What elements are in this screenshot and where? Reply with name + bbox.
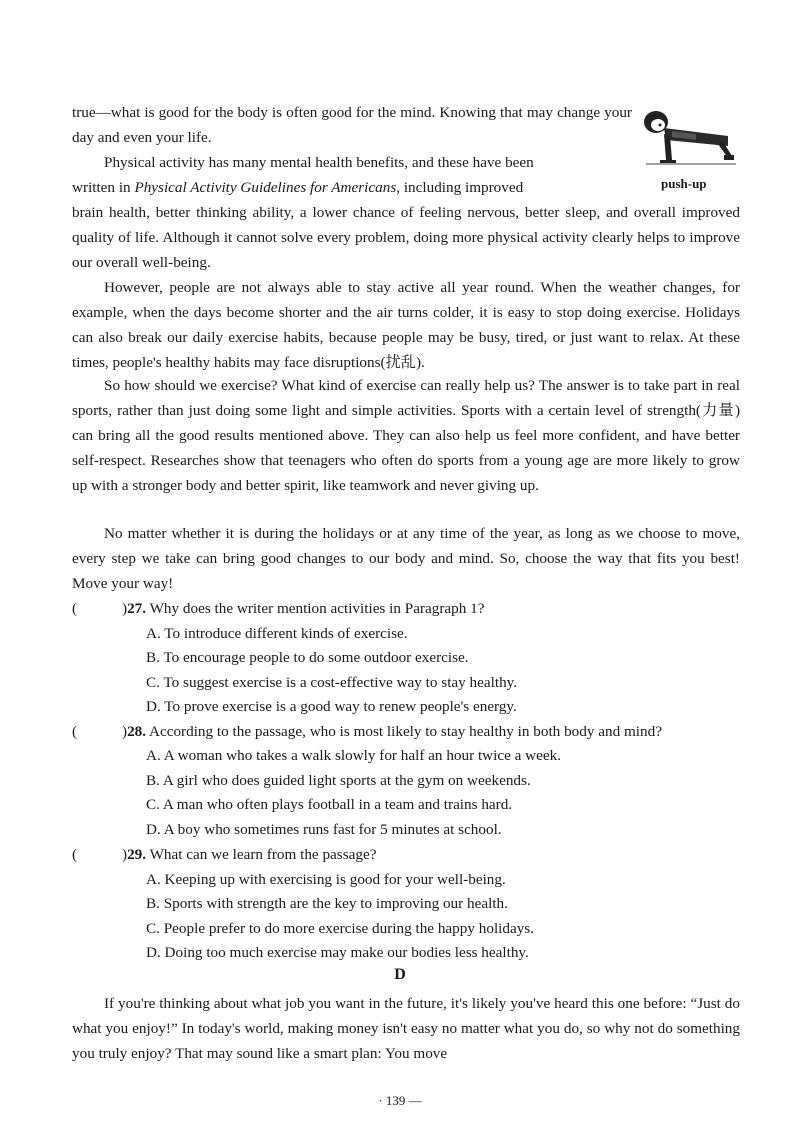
- paragraph-2-rest: brain health, better thinking ability, a lower chance of feeling nervous, better sleep, and overall improved quality of life. Although it cannot solve every problem, doing more physical activity clearly helps to improve our overall well-being.: [72, 204, 740, 271]
- text: written in: [72, 179, 135, 196]
- section-d-paragraph-1: If you're thinking about what job you want in the future, it's likely you've heard this one before: “Just do what you enjoy!” In today's world, making money isn't easy no matter what you do, so why not do something you truly enjoy? That may sound like a smart plan: You move: [72, 995, 740, 1062]
- option-28-d: D. A boy who sometimes runs fast for 5 minutes at school.: [146, 821, 502, 838]
- option-27-a: A. To introduce different kinds of exercise.: [146, 625, 408, 642]
- question-text: What can we learn from the passage?: [149, 846, 377, 863]
- page-number: · 139 —: [378, 1093, 422, 1108]
- push-up-illustration: [636, 100, 736, 170]
- image-caption: push-up: [661, 176, 707, 191]
- question-29: [72, 843, 752, 868]
- option-29-b: B. Sports with strength are the key to improving our health.: [146, 895, 508, 912]
- paragraph-4: So how should we exercise? What kind of exercise can really help us? The answer is to take part in real sports, rather than just doing some light and simple activities. Sports with a certain level of strength(力量) can bring all the good results mentioned above. They can also help us feel more confident, and have better self-respect. Researches show that teenagers who often do sports from a young age are more likely to grow up with a stronger body and better spirit, like teamwork and never giving up.: [72, 377, 740, 494]
- answer-close: ): [122, 600, 128, 617]
- question-number: 28.: [127, 723, 147, 740]
- text: , including improved: [396, 179, 524, 196]
- option-27-b: B. To encourage people to do some outdoor exercise.: [146, 649, 469, 666]
- question-number: 29.: [127, 846, 147, 863]
- option-27-d: D. To prove exercise is a good way to renew people's energy.: [146, 698, 517, 715]
- answer-close: ): [122, 723, 128, 740]
- section-heading: D: [394, 966, 406, 983]
- answer-open: (: [72, 846, 78, 863]
- question-28: [72, 720, 752, 745]
- option-29-a: A. Keeping up with exercising is good for your well-being.: [146, 871, 506, 888]
- answer-open: (: [72, 723, 78, 740]
- option-29-c: C. People prefer to do more exercise during the happy holidays.: [146, 920, 535, 937]
- question-text: According to the passage, who is most likely to stay healthy in both body and mind?: [149, 723, 662, 740]
- paragraph-5: No matter whether it is during the holidays or at any time of the year, as long as we choose to move, every step we take can bring good changes to our body and mind. So, choose the way that fits you best! Move your way!: [72, 525, 740, 592]
- paragraph-intro-end: true—what is good for the body is often good for the mind. Knowing that may change your day and even your life.: [72, 104, 632, 146]
- answer-close: ): [122, 846, 128, 863]
- option-28-c: C. A man who often plays football in a team and trains hard.: [146, 796, 513, 813]
- paragraph-2-line-1: Physical activity has many mental health benefits, and these have been: [104, 154, 534, 171]
- question-text: Why does the writer mention activities in Paragraph 1?: [149, 600, 485, 617]
- option-28-b: B. A girl who does guided light sports at the gym on weekends.: [146, 772, 531, 789]
- option-28-a: A. A woman who takes a walk slowly for half an hour twice a week.: [146, 747, 562, 764]
- paragraph-3: However, people are not always able to stay active all year round. When the weather changes, for example, when the days become shorter and the air turns colder, it is easy to stop doing exercise. Holidays can also break our daily exercise habits, because people may be busy, tired, or just want to relax. At these times, people's healthy habits may face disruptions(扰乱).: [72, 279, 740, 371]
- question-27: [72, 597, 752, 622]
- option-27-c: C. To suggest exercise is a cost-effective way to stay healthy.: [146, 674, 518, 691]
- question-number: 27.: [127, 600, 147, 617]
- paragraph-2-line-2: [72, 175, 632, 200]
- guideline-title: Physical Activity Guidelines for Americans: [134, 179, 397, 196]
- option-29-d: D. Doing too much exercise may make our bodies less healthy.: [146, 944, 529, 961]
- answer-open: (: [72, 600, 78, 617]
